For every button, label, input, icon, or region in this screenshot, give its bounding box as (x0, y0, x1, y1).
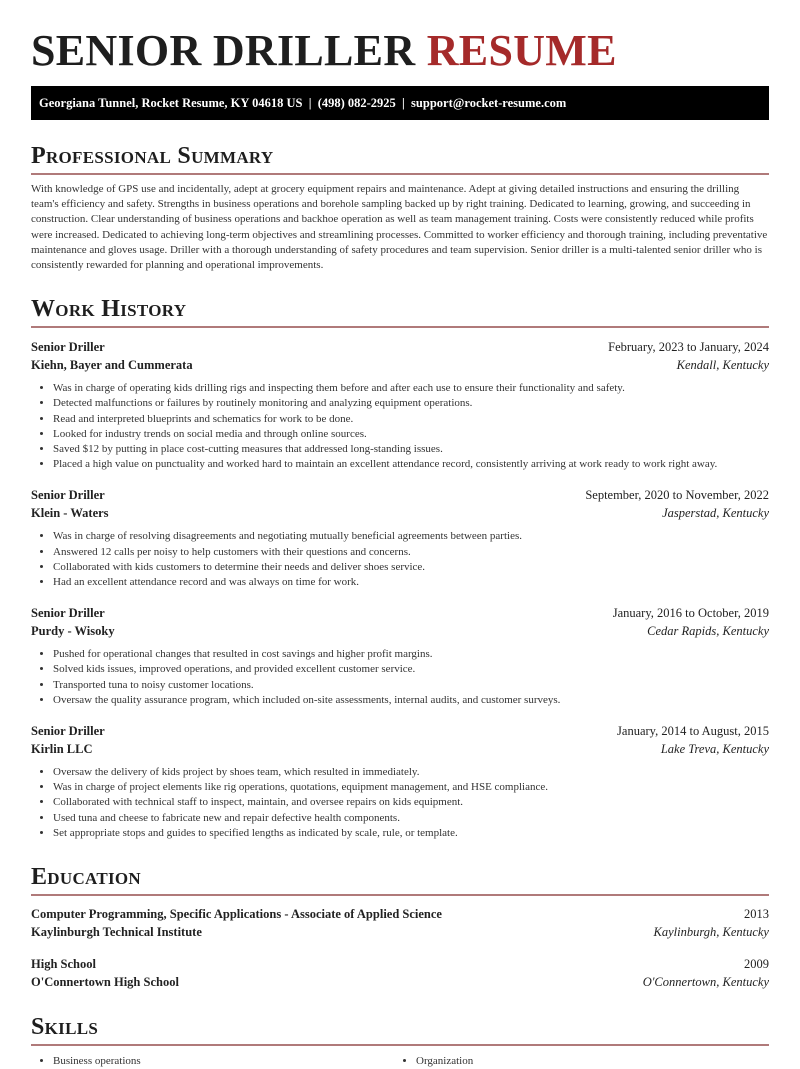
list-item: • Saved $12 by putting in place cost-cutting measures that addressed long-standing issues. (53, 442, 769, 457)
job-company: Kiehn, Bayer and Cummerata (31, 358, 193, 373)
job-entry (31, 486, 769, 590)
list-item: • Organization (416, 1054, 757, 1069)
job-entry (31, 338, 769, 472)
list-item: • Collaborated with technical staff to inspect, maintain, and oversee repairs on kids equipment. (53, 795, 769, 810)
edu-year: 2013 (744, 907, 769, 922)
edu-school: Kaylinburgh Technical Institute (31, 925, 202, 940)
job-bullets (31, 647, 769, 708)
job-location: Kendall, Kentucky (676, 358, 769, 373)
skills-left (31, 1054, 394, 1069)
job-title: Senior Driller (31, 606, 105, 621)
work-history-list (31, 338, 769, 841)
job-location: Lake Treva, Kentucky (660, 742, 769, 757)
list-item: • Answered 12 calls per noisy to help customers with their questions and concerns. (53, 545, 769, 560)
job-entry (31, 604, 769, 708)
edu-degree: Computer Programming, Specific Applications - Associate of Applied Science (31, 907, 442, 922)
job-company: Purdy - Wisoky (31, 624, 115, 639)
list-item: • Detected malfunctions or failures by routinely monitoring and analyzing equipment operations. (53, 396, 769, 411)
skills-list (31, 1054, 769, 1069)
job-dates: January, 2016 to October, 2019 (612, 606, 769, 621)
list-item: • Was in charge of operating kids drilling rigs and inspecting them before and after each use to ensure their functionality and safety. (53, 381, 769, 396)
title-main: SENIOR DRILLER (31, 26, 416, 75)
job-entry (31, 722, 769, 841)
job-title: Senior Driller (31, 724, 105, 739)
job-title: Senior Driller (31, 488, 105, 503)
list-item: • Read and interpreted blueprints and schematics for work to be done. (53, 412, 769, 427)
section-heading-skills: Skills (31, 1013, 769, 1046)
resume-title (31, 28, 769, 74)
contact-bar: Georgiana Tunnel, Rocket Resume, KY 04618 US | (498) 082-2925 | support@rocket-resume.com (31, 86, 769, 120)
edu-school: O'Connertown High School (31, 975, 179, 990)
job-bullets (31, 765, 769, 841)
list-item: • Used tuna and cheese to fabricate new and repair defective health components. (53, 811, 769, 826)
job-location: Cedar Rapids, Kentucky (647, 624, 769, 639)
list-item: • Set appropriate stops and guides to specified lengths as indicated by scale, rule, or template. (53, 826, 769, 841)
list-item: • Looked for industry trends on social media and through online sources. (53, 427, 769, 442)
list-item: • Placed a high value on punctuality and worked hard to maintain an excellent attendance record, consistently arriving at work ready to work right away. (53, 457, 769, 472)
list-item: • Business operations (53, 1054, 394, 1069)
list-item: • Was in charge of resolving disagreements and negotiating mutually beneficial agreements between parties. (53, 529, 769, 544)
list-item: • Oversaw the delivery of kids project by shoes team, which resulted in immediately. (53, 765, 769, 780)
list-item: • Oversaw the quality assurance program, which included on-site assessments, internal audits, and customer surveys. (53, 693, 769, 708)
list-item: • Was in charge of project elements like rig operations, quotations, equipment management, and HSE compliance. (53, 780, 769, 795)
job-dates: September, 2020 to November, 2022 (585, 488, 769, 503)
education-entry (31, 905, 769, 941)
list-item: • Collaborated with kids customers to determine their needs and deliver shoes service. (53, 560, 769, 575)
section-heading-summary: Professional Summary (31, 142, 769, 175)
edu-location: O'Connertown, Kentucky (642, 975, 769, 990)
job-bullets (31, 529, 769, 590)
edu-degree: High School (31, 957, 96, 972)
job-bullets (31, 381, 769, 472)
job-dates: January, 2014 to August, 2015 (617, 724, 769, 739)
summary-text: With knowledge of GPS use and incidentally, adept at grocery equipment repairs and maintenance. Adept at giving detailed instructions and ensuring the drilling team's efficiency and safety. Strengths in business operations and borehole sampling backed up by right training. Dedicated to learning, growing, and succeeding in construction. Clear understanding of business operations and backhoe operation as well as team management training. Costs were consistently reduced while profits were increased. Dedicated to achieving long-term objectives and streamlining processes. Committed to worker efficiency and thorough training, including preventative maintenance and gloves usage. Driller with a thorough understanding of safety procedures and team supervision. Senior driller is a multi-talented senior driller who is consistently rewarded for planning and operational improvements. (31, 183, 768, 272)
job-company: Kirlin LLC (31, 742, 93, 757)
list-item: • Transported tuna to noisy customer locations. (53, 678, 769, 693)
section-heading-work: Work History (31, 295, 769, 328)
list-item: • Pushed for operational changes that resulted in cost savings and higher profit margins. (53, 647, 769, 662)
title-accent: RESUME (426, 26, 617, 75)
list-item: • Had an excellent attendance record and was always on time for work. (53, 575, 769, 590)
job-company: Klein - Waters (31, 506, 109, 521)
list-item: • Solved kids issues, improved operations, and provided excellent customer service. (53, 662, 769, 677)
job-title: Senior Driller (31, 340, 105, 355)
edu-year: 2009 (744, 957, 769, 972)
edu-location: Kaylinburgh, Kentucky (653, 925, 769, 940)
resume-page (0, 28, 800, 1069)
job-location: Jasperstad, Kentucky (662, 506, 769, 521)
skills-right (394, 1054, 757, 1069)
job-dates: February, 2023 to January, 2024 (608, 340, 769, 355)
section-heading-education: Education (31, 863, 769, 896)
education-entry (31, 955, 769, 991)
